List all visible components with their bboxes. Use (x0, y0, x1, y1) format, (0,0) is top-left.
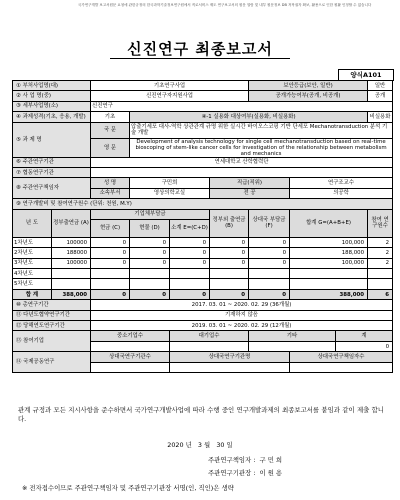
row-subprogram: ③ 세부사업명(소) 신진연구 (13, 101, 393, 111)
budget-heading: ⑨ 연구개발비 및 참여연구원수 (단위: 천원, M.Y) (13, 199, 393, 209)
table-row: 5차년도 (13, 279, 393, 289)
total-period-value: 2017. 03. 01 ~ 2020. 02. 29 (36개월) (91, 300, 393, 310)
table-row: 3차년도 100000 0 0 0 0 0 100,000 2 (13, 258, 393, 268)
row-participants-head: ⑬ 참여기업 중소기업수 대기업수 기타 계 (13, 331, 393, 341)
row-budget-heading (13, 199, 393, 209)
sme-count-label: 중소기업수 (91, 331, 170, 341)
col-year: 년 도 (13, 209, 52, 237)
large-count-value (170, 341, 249, 351)
pi-title-label: 직급(직위) (210, 178, 290, 188)
pi-major-label: 전 공 (210, 188, 290, 198)
col-partner: 상대국 부담금 (F) (249, 209, 290, 237)
footer-note: ※ 전자접수이므로 주관연구책임자 및 주관연구기관장 서명(인, 직인)은 생략 (22, 484, 234, 492)
partner-org-count-label: 상대국연구기관수 (91, 352, 170, 362)
pi-major-value: 의공학 (290, 188, 393, 198)
row-program: ② 사 업 명(중) 신진연구자지원사업 공개가능여부(공개, 비공개) 공개 (13, 91, 393, 101)
row-title-korean: ⑤ 과 제 명 국 문 압출기세포 대사-역학 상관관계 규명 위한 실시간 바이오스코핑 기반 단세포 Mechanotransduction 분석 기술 개발 (13, 122, 393, 138)
col-local: 정부외 출연금 (B) (210, 209, 249, 237)
security-value: 일반 (368, 81, 393, 91)
coop-org-value (91, 167, 393, 177)
partner-lead-count-label: 상대국연구책임자수 (290, 352, 393, 362)
total-count-label: 계 (336, 331, 393, 341)
sme-count-value (91, 341, 170, 351)
col-subtotal: 소계 E=(C+D) (170, 219, 210, 237)
pi-name-label: 성 명 (91, 178, 130, 188)
col-kind: 현물 (D) (130, 219, 170, 237)
submission-statement: 관계 규정과 모든 지시사항을 준수하면서 국가연구개발사업에 따라 수행 중인 연구개발과제의 최종보고서를 붙임과 같이 제출 합니다. (18, 406, 384, 423)
row-lead-org: ⑥ 주관연구기관 연세대학교 산학협력단 (13, 157, 393, 167)
col-company-group: 기업체부담금 (91, 209, 210, 219)
english-title-value: Development of analysis technology for single cell mechanotransduction based on real-time bioscoping of stem-like cancer cells for investigation of the relationship between metabolism and mechanics (130, 138, 393, 157)
col-total: 합계 G=(A+B+E) (290, 209, 368, 237)
table-row: 1차년도 100000 0 0 0 0 0 100,000 2 (13, 237, 393, 247)
col-cash: 현금 (C) (91, 219, 130, 237)
subprogram-value: 신진연구 (91, 101, 393, 111)
partner-org-name-label: 상대국연구기관명 (170, 352, 290, 362)
pi-dept-value: 영상의학교실 (130, 188, 210, 198)
pi-name-value: 구민희 (130, 178, 210, 188)
nature-value: 기초 (91, 112, 130, 122)
row-total-period: ⑩ 총연구기간 2017. 03. 01 ~ 2020. 02. 29 (36개월) (13, 300, 393, 310)
commercialization-label: ④-1 실용화 대상여부(실용화, 비실용화) (130, 112, 368, 122)
pi-title-value: 연구조교수 (290, 178, 393, 188)
title-underline (110, 58, 290, 59)
row-pi-1: ⑧ 주관연구책임자 성 명 구민희 직급(직위) 연구조교수 (13, 178, 393, 188)
total-count-value: 0 (336, 341, 393, 351)
large-count-label: 대기업수 (170, 331, 249, 341)
korean-title-label: 국 문 (91, 122, 130, 138)
pi-dept-label: 소속부서 (91, 188, 130, 198)
row-budget-head-1 (13, 209, 393, 219)
row-nature: ④ 과제성격(기초, 응용, 개발) 기초 ④-1 실용화 대상여부(실용화, 비실용화) 비실용화 (13, 112, 393, 122)
english-title-label: 영 문 (91, 138, 130, 157)
partner-lead-count-value (290, 362, 393, 372)
row-current-period: ⑫ 당해연도연구기간 2019. 03. 01 ~ 2020. 02. 29 (12개월) (13, 321, 393, 331)
current-period-value: 2019. 03. 01 ~ 2020. 02. 29 (12개월) (91, 321, 393, 331)
multi-period-value: 기재하지 않음 (91, 310, 393, 320)
partner-org-count-value (91, 362, 170, 372)
business-value: 기초연구사업 (91, 81, 249, 91)
report-form-table (12, 80, 393, 373)
lead-researcher-signature: 주관연구책임자 : 구 민 희 (208, 456, 283, 464)
etc-count-label: 기타 (249, 331, 336, 341)
commercialization-value: 비실용화 (368, 112, 393, 122)
row-business: ① 부처사업명(대) 기초연구사업 보안등급(보안, 일반) 일반 (13, 81, 393, 91)
korean-title-value: 압출기세포 대사-역학 상관관계 규명 위한 실시간 바이오스코핑 기반 단세포 Mechanotransduction 분석 기술 개발 (130, 122, 393, 138)
header-note: 국가연구개발 보고서원문 요청에 관한규정의 한국과학기술정보연구원에서 직로서비스 제도 연구보고서의 원문 열람 및 내부 원문정보 DB 저작권자 확보, 활용으로 인한 원활 인정할 수 없습니다 (78, 3, 372, 7)
etc-count-value (249, 341, 336, 351)
table-row: 2차년도 188000 0 0 0 0 0 188,000 2 (13, 248, 393, 258)
partner-org-name-value (170, 362, 290, 372)
disclosure-label: 공개가능여부(공개, 비공개) (249, 91, 368, 101)
row-multi-period: ⑪ 다년도협약연구기간 기재하지 않음 (13, 310, 393, 320)
table-row-sum: 합 계 388,000 0 0 0 0 0 388,000 6 (13, 289, 393, 299)
page-title: 신진연구 최종보고서 (127, 40, 273, 58)
submission-date: 2020 년 3 월 30 일 (167, 441, 233, 449)
row-intl-head: ⑭ 국제공동연구 상대국연구기관수 상대국연구기관명 상대국연구책임자수 (13, 352, 393, 362)
col-staff: 참여 연구원수 (368, 209, 393, 237)
row-coop-org: ⑦ 협동연구기관 (13, 167, 393, 177)
lead-org-value: 연세대학교 산학협력단 (91, 157, 393, 167)
security-label: 보안등급(보안, 일반) (249, 81, 368, 91)
program-value: 신진연구자지원사업 (91, 91, 249, 101)
disclosure-value: 공개 (368, 91, 393, 101)
col-gov: 정부출연금 (A) (52, 209, 91, 237)
form-id-badge: 양식A101 (338, 69, 394, 81)
institution-head-signature: 주관연구기관장 : 이 원 용 (208, 469, 283, 477)
table-row: 4차년도 (13, 269, 393, 279)
